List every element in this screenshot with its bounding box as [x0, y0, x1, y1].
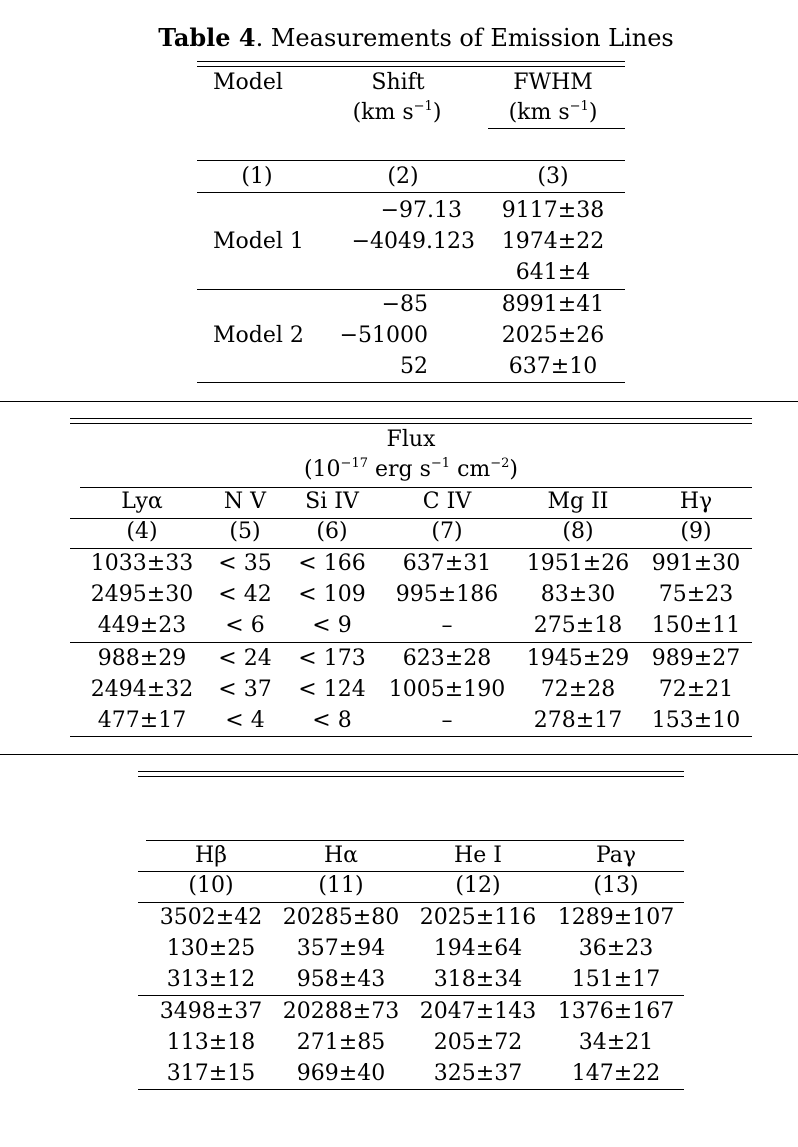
rule-colnum-top — [197, 160, 625, 161]
rule-bottom — [138, 1089, 684, 1090]
col-head: Lyα — [121, 489, 163, 514]
model-label: Model 1 — [213, 229, 304, 254]
fwhm-value: 8991±41 — [501, 292, 605, 317]
col-head: N V — [223, 489, 267, 514]
rule-group-sep — [70, 642, 752, 643]
table-cell: 20288±73 — [282, 999, 400, 1024]
fwhm-value: 637±10 — [508, 354, 598, 379]
table-cell: 958±43 — [296, 967, 386, 992]
table-cell: 275±18 — [533, 613, 623, 638]
shift-value: 52 — [400, 354, 428, 379]
page-divider — [0, 401, 798, 402]
col-num: (12) — [455, 873, 501, 898]
rule-colnum-bottom — [197, 192, 625, 193]
table-cell: 989±27 — [651, 646, 741, 671]
table-cell: 153±10 — [651, 708, 741, 733]
rule-group-sep — [138, 995, 684, 996]
col-num: (5) — [229, 519, 261, 544]
page-divider — [0, 754, 798, 755]
rule-head-under — [138, 871, 684, 872]
table-cell: 969±40 — [296, 1061, 386, 1086]
col-num: (4) — [126, 519, 158, 544]
table-cell: 1376±167 — [557, 999, 675, 1024]
flux-unit: ($10^{-17}$ erg $s^{-1}$ $cm^{-2}$) — [303, 456, 519, 482]
header-fwhm: FWHM — [513, 70, 593, 95]
table-cell: < 173 — [298, 646, 366, 671]
col-num: (1) — [241, 164, 273, 189]
col-num: (10) — [188, 873, 234, 898]
table-cell: 313±12 — [166, 967, 256, 992]
table-cell: 2495±30 — [90, 582, 194, 607]
table-cell: 357±94 — [296, 936, 386, 961]
table-cell: < 9 — [312, 613, 352, 638]
col-num: (9) — [680, 519, 712, 544]
table-cell: 278±17 — [533, 708, 623, 733]
col-num: (11) — [318, 873, 364, 898]
col-num: (8) — [562, 519, 594, 544]
table-cell: 2025±116 — [419, 905, 537, 930]
rule-bottom — [197, 382, 625, 383]
table-cell: < 166 — [298, 551, 366, 576]
table-cell: < 4 — [225, 708, 265, 733]
table-cell: 72±21 — [658, 677, 734, 702]
rule-head-under — [70, 518, 752, 519]
table-cell: 991±30 — [651, 551, 741, 576]
fwhm-value: 9117±38 — [501, 198, 605, 223]
table-cell: 1033±33 — [90, 551, 194, 576]
col-head: Si IV — [305, 489, 359, 514]
table-cell: 72±28 — [540, 677, 616, 702]
table-cell: 477±17 — [97, 708, 187, 733]
col-head: Mg II — [547, 489, 609, 514]
col-head: C IV — [422, 489, 472, 514]
table-cell: 3502±42 — [159, 905, 263, 930]
header-shift-unit: (km $s^{-1}$) — [352, 99, 442, 125]
header-fwhm-unit: (km $s^{-1}$) — [508, 99, 598, 125]
table-cell: 150±11 — [651, 613, 741, 638]
table-cell: < 124 — [298, 677, 366, 702]
rule-top-1 — [138, 771, 684, 772]
table-cell: 1005±190 — [388, 677, 506, 702]
table-cell: 317±15 — [166, 1061, 256, 1086]
table-cell: 151±17 — [571, 967, 661, 992]
col-head: Hβ — [195, 843, 227, 868]
shift-value: −97.13 — [380, 198, 462, 223]
table-cell: < 6 — [225, 613, 265, 638]
table-cell: 113±18 — [166, 1030, 256, 1055]
shift-value: −85 — [381, 292, 428, 317]
table-cell: 75±23 — [658, 582, 734, 607]
table-cell: 194±64 — [433, 936, 523, 961]
table-cell: 205±72 — [433, 1030, 523, 1055]
header-model: Model — [213, 70, 283, 95]
table-cell: 623±28 — [402, 646, 492, 671]
table-cell: < 109 — [298, 582, 366, 607]
table-cell: 147±22 — [571, 1061, 661, 1086]
table-cell: 1945±29 — [526, 646, 630, 671]
rule-bottom — [70, 736, 752, 737]
table-cell: 1289±107 — [557, 905, 675, 930]
rule-colnum-under — [138, 902, 684, 903]
model-label: Model 2 — [213, 323, 304, 348]
table-cell: 325±37 — [433, 1061, 523, 1086]
fwhm-value: 1974±22 — [501, 229, 605, 254]
table-cell: < 8 — [312, 708, 352, 733]
rule-flux-under — [80, 487, 752, 488]
table-cell: 130±25 — [166, 936, 256, 961]
col-head: Hγ — [679, 489, 713, 514]
table-cell: 449±23 — [97, 613, 187, 638]
table-cell: < 37 — [218, 677, 272, 702]
table-cell: – — [441, 613, 453, 638]
table-cell: 2494±32 — [90, 677, 194, 702]
table-cell: 318±34 — [433, 967, 523, 992]
col-num: (13) — [593, 873, 639, 898]
table-cell: 20285±80 — [282, 905, 400, 930]
rule-group-sep — [197, 289, 625, 290]
table-cell: < 35 — [218, 551, 272, 576]
table-cell: 271±85 — [296, 1030, 386, 1055]
table-cell: 34±21 — [578, 1030, 654, 1055]
col-num: (6) — [316, 519, 348, 544]
col-head: Paγ — [595, 843, 637, 868]
table-cell: < 42 — [218, 582, 272, 607]
col-num: (2) — [387, 164, 419, 189]
rule-top-1 — [197, 61, 625, 62]
table-cell: 83±30 — [540, 582, 616, 607]
table-cell: 1951±26 — [526, 551, 630, 576]
rule-top-2 — [197, 66, 625, 67]
rule-colnum-under — [70, 548, 752, 549]
col-num: (3) — [537, 164, 569, 189]
rule-head-over — [146, 840, 684, 841]
table-cell: – — [441, 708, 453, 733]
table-cell: 637±31 — [402, 551, 492, 576]
shift-value: −51000 — [339, 323, 428, 348]
col-head: Hα — [323, 843, 359, 868]
table-cell: 3498±37 — [159, 999, 263, 1024]
table-title: Table 4. Measurements of Emission Lines — [158, 23, 674, 52]
col-num: (7) — [431, 519, 463, 544]
fwhm-value: 2025±26 — [501, 323, 605, 348]
table-cell: 988±29 — [97, 646, 187, 671]
col-head: He I — [454, 843, 502, 868]
header-shift: Shift — [371, 70, 425, 95]
table-cell: < 24 — [218, 646, 272, 671]
rule-top-1 — [70, 418, 752, 419]
table-cell: 995±186 — [395, 582, 499, 607]
rule-fwhm-under — [488, 128, 625, 129]
table-cell: 36±23 — [578, 936, 654, 961]
rule-top-2 — [70, 423, 752, 424]
shift-value: −4049.123 — [351, 229, 475, 254]
fwhm-value: 641±4 — [515, 260, 591, 285]
table-cell: 2047±143 — [419, 999, 537, 1024]
flux-label: Flux — [386, 427, 436, 452]
rule-top-2 — [138, 776, 684, 777]
